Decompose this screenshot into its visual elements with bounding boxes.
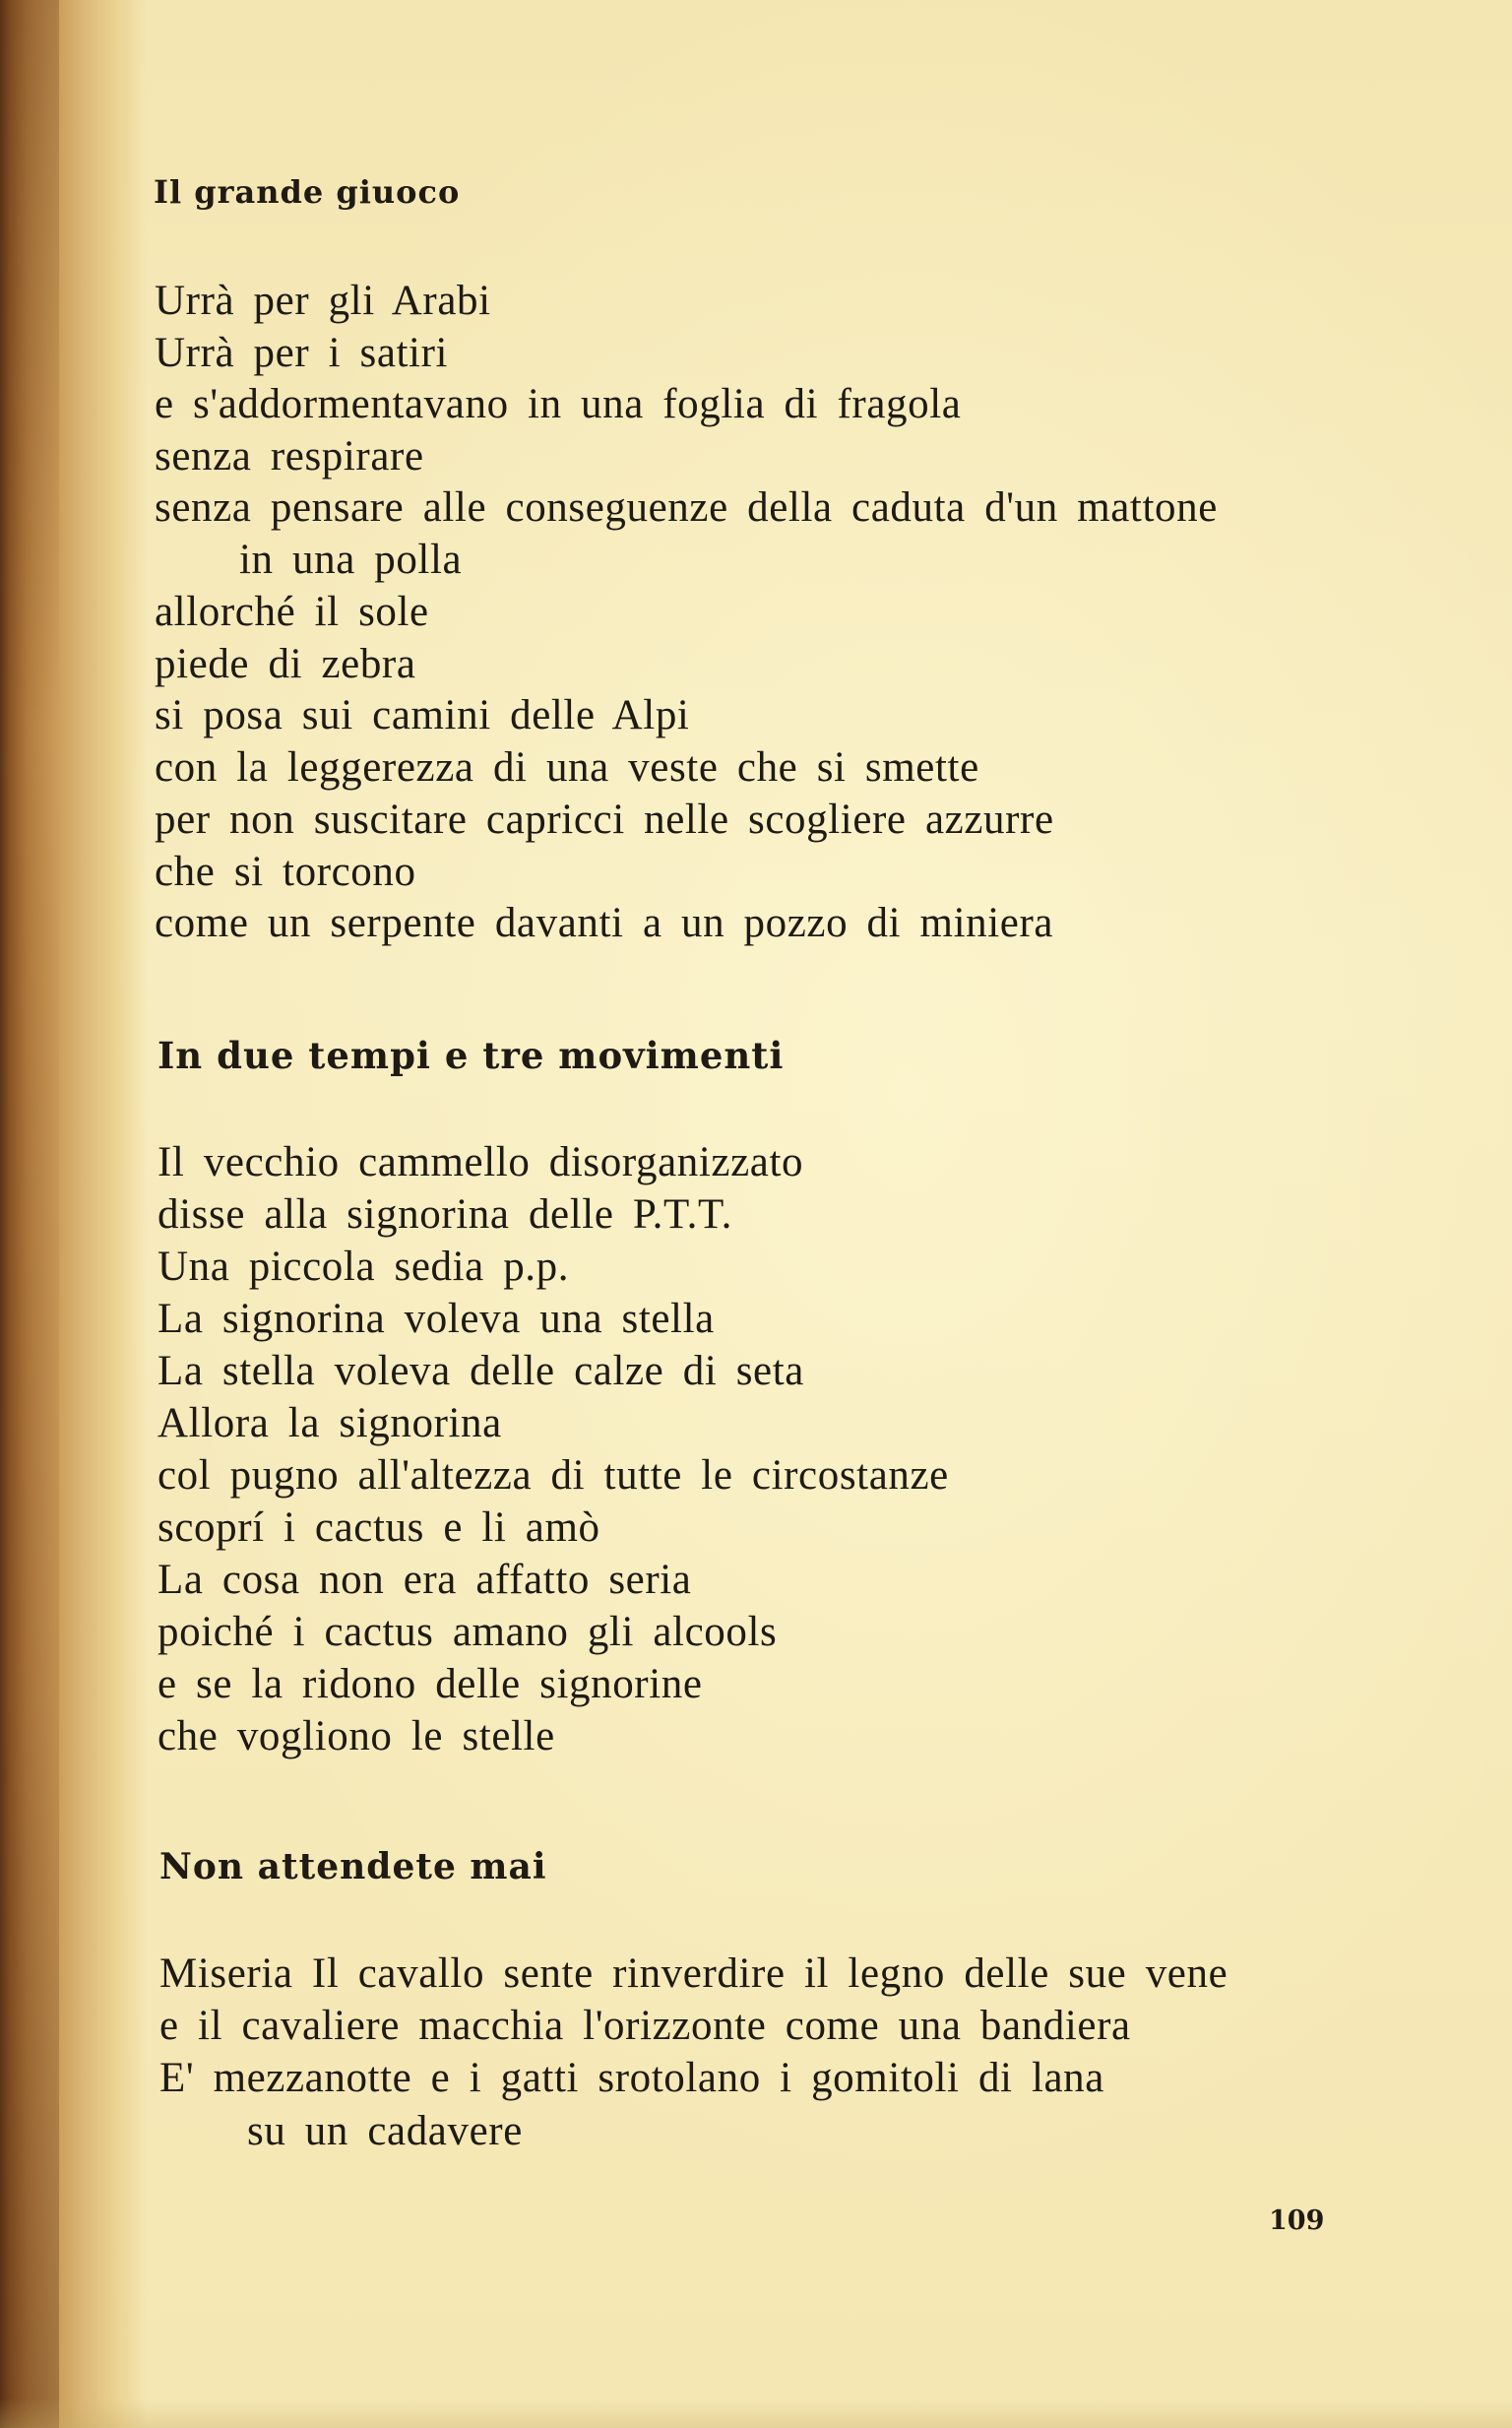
poem-line: La cosa non era affatto seria: [158, 1557, 692, 1603]
poem-title: Il grande giuoco: [154, 173, 461, 211]
poem-line: che si torcono: [155, 849, 416, 895]
page-bottom-edge: [0, 2398, 1512, 2428]
poem-line: senza respirare: [155, 433, 424, 479]
poem-title: Non attendete mai: [159, 1846, 547, 1887]
poem-title: In due tempi e tre movimenti: [158, 1034, 785, 1077]
poem-line: senza pensare alle conseguenze della caduta d'un mattone: [155, 484, 1218, 531]
poem-line: Allora la signorina: [158, 1400, 502, 1446]
poem-line: che vogliono le stelle: [158, 1713, 555, 1759]
poem-line: e il cavaliere macchia l'orizzonte come una bandiera: [159, 2003, 1131, 2049]
poem-line: scoprí i cactus e li amò: [158, 1504, 600, 1551]
poem-line: La stella voleva delle calze di seta: [158, 1348, 804, 1394]
poem-line: Il vecchio cammello disorganizzato: [158, 1139, 804, 1185]
poem-line: e s'addormentavano in una foglia di fragola: [155, 381, 962, 427]
poem-line: Urrà per i satiri: [155, 330, 449, 376]
poem-line: Una piccola sedia p.p.: [158, 1244, 570, 1290]
poem-line: col pugno all'altezza di tutte le circostanze: [158, 1452, 949, 1499]
poem-line-indented: su un cadavere: [247, 2108, 523, 2154]
poem-line: Urrà per gli Arabi: [155, 278, 491, 324]
poem-line: come un serpente davanti a un pozzo di miniera: [155, 900, 1054, 946]
poem-line: E' mezzanotte e i gatti srotolano i gomitoli di lana: [159, 2055, 1104, 2101]
poem-line: La signorina voleva una stella: [158, 1296, 715, 1342]
poem-line: disse alla signorina delle P.T.T.: [158, 1191, 733, 1238]
poem-line: poiché i cactus amano gli alcools: [158, 1609, 778, 1655]
poem-line: per non suscitare capricci nelle scogliere azzurre: [155, 797, 1054, 843]
poem-line: piede di zebra: [155, 641, 416, 687]
poem-line: e se la ridono delle signorine: [158, 1661, 703, 1707]
spine-shade: [0, 0, 59, 2428]
poem-line: con la leggerezza di una veste che si smette: [155, 744, 979, 791]
poem-line: si posa sui camini delle Alpi: [155, 692, 690, 738]
poem-line: Miseria Il cavallo sente rinverdire il legno delle sue vene: [159, 1950, 1228, 1997]
poem-line: allorché il sole: [155, 589, 429, 635]
page-number: 109: [1269, 2205, 1325, 2236]
poem-line-indented: in una polla: [239, 537, 463, 583]
